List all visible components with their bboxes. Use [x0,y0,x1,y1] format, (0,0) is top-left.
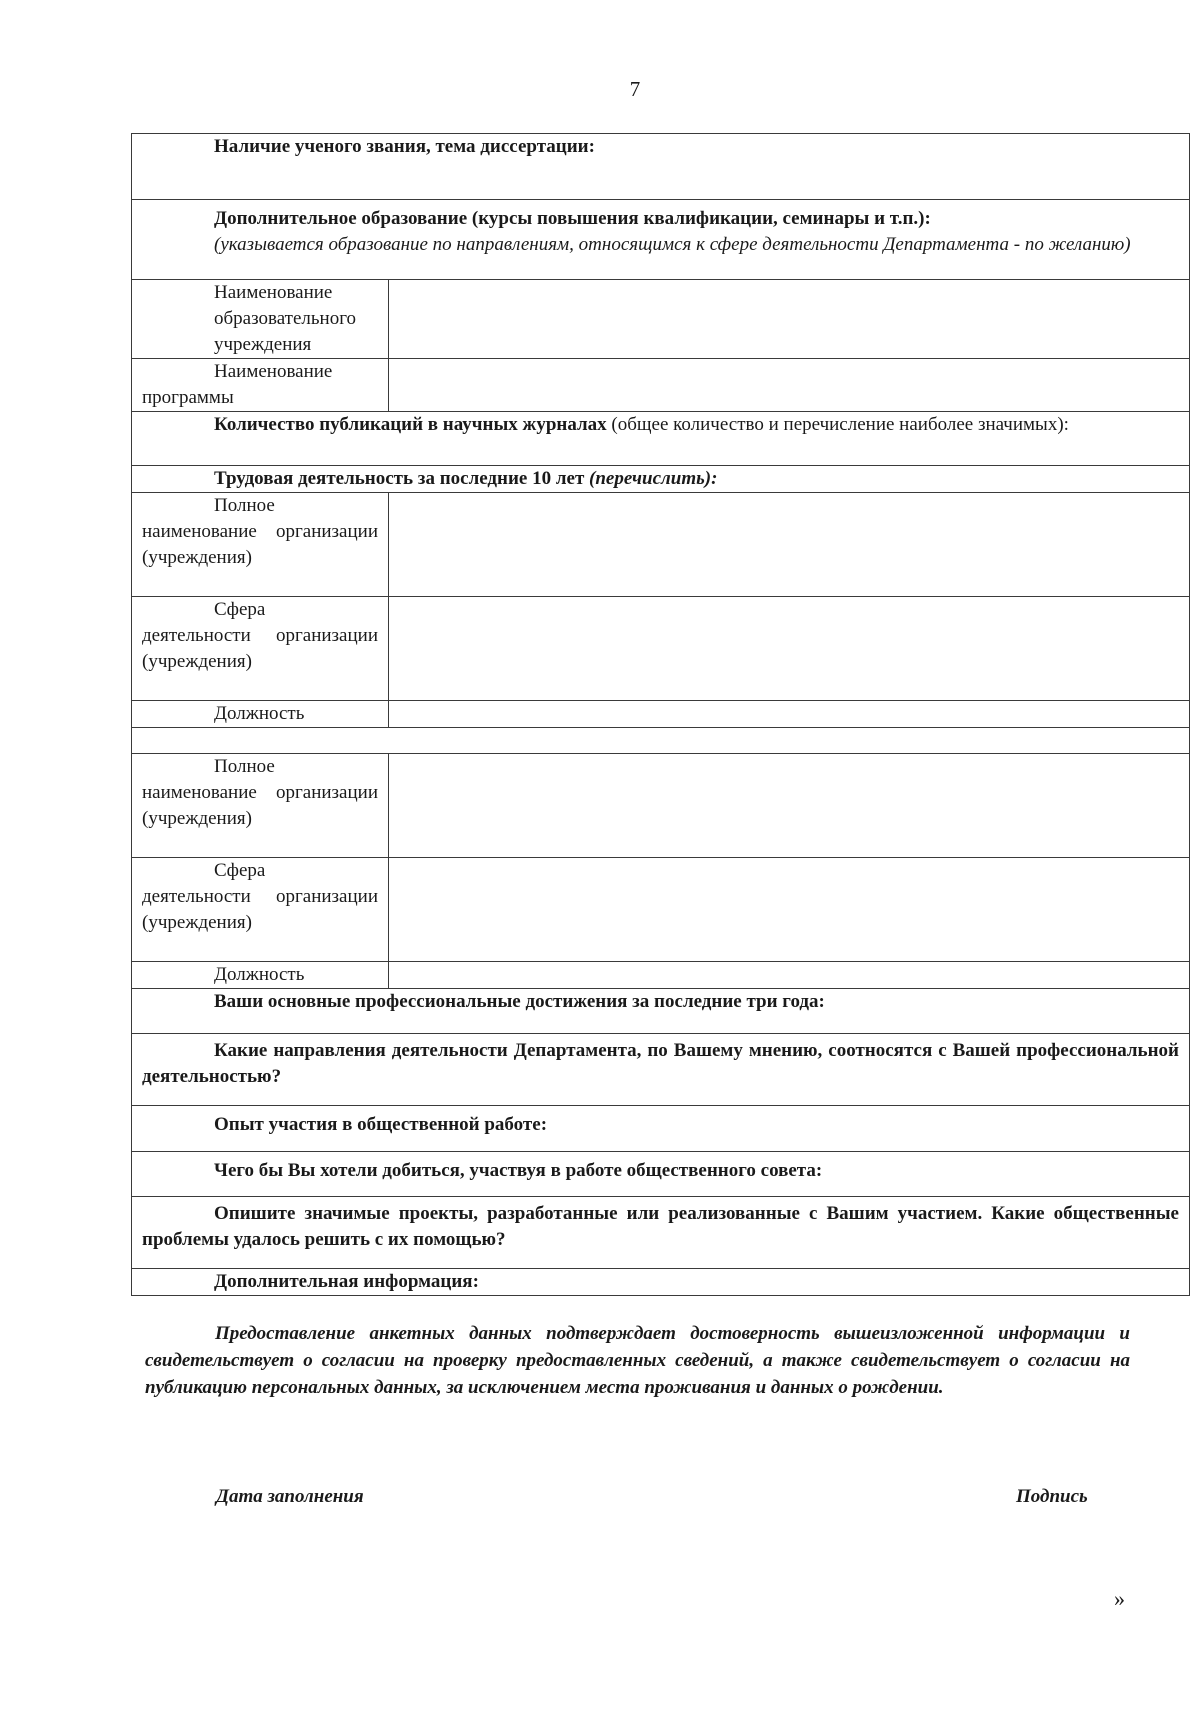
consent-notice: Предоставление анкетных данных подтверждает достоверность вышеизложенной информации и свидетельствует о согласии на проверку предоставленных сведений, а также свидетельствует о согласии на публикацию персональных данных, за исключением места проживания и данных о рождении. [145,1323,1130,1398]
projects-label: Опишите значимые проекты, разработанные или реализованные с Вашим участием. Какие общественные проблемы удалось решить с их помощью? [142,1203,1179,1250]
additional-education-row [132,200,1190,280]
employment-1-position-row [132,701,1190,728]
directions-row[interactable] [132,1034,1190,1106]
additional-education-title: Дополнительное образование (курсы повышения квалификации, семинары и т.п.): [214,208,931,229]
org-sphere-label: Сфера деятельности организации (учреждения) [142,599,378,672]
additional-info-label: Дополнительная информация: [214,1271,479,1292]
employment-2-org-name-row [132,754,1190,858]
publications-note: (общее количество и перечисление наиболее значимых): [611,414,1069,435]
org-name-label: Полное наименование организации (учреждения) [142,495,378,568]
publications-row[interactable] [132,412,1190,466]
signature-label: Подпись [1016,1486,1088,1507]
achievements-row[interactable] [132,989,1190,1034]
employment-row [132,466,1190,493]
org-name-value-field[interactable] [389,754,1190,858]
employment-2-org-sphere-row [132,858,1190,962]
directions-label: Какие направления деятельности Департамента, по Вашему мнению, соотносятся с Вашей профессиональной деятельностью? [142,1040,1179,1087]
questionnaire-table [131,133,1190,1296]
org-name-value-field[interactable] [389,493,1190,597]
employment-separator-row [132,728,1190,754]
org-sphere-value-field[interactable] [389,597,1190,701]
achievements-label: Ваши основные профессиональные достижения за последние три года: [214,991,825,1012]
closing-quote-mark: » [1114,1586,1125,1611]
position-value-field[interactable] [389,701,1190,728]
public-work-label: Опыт участия в общественной работе: [214,1114,548,1135]
employment-1-org-sphere-row [132,597,1190,701]
goals-row[interactable] [132,1152,1190,1197]
additional-info-row[interactable] [132,1269,1190,1296]
position-label: Должность [214,703,305,724]
institution-row [132,280,1190,359]
employment-2-position-row [132,962,1190,989]
org-sphere-label: Сфера деятельности организации (учреждения) [142,860,378,933]
academic-title-label: Наличие ученого звания, тема диссертации: [214,136,595,157]
academic-title-row[interactable] [132,134,1190,200]
publications-title: Количество публикаций в научных журналах [214,414,607,435]
institution-value-field[interactable] [389,280,1190,359]
program-value-field[interactable] [389,359,1190,412]
employment-note: (перечислить): [589,468,718,489]
employment-1-org-name-row [132,493,1190,597]
position-label: Должность [214,964,305,985]
date-label: Дата заполнения [216,1486,364,1507]
institution-label: Наименование образовательного учреждения [214,282,357,355]
page-number: 7 [629,77,641,101]
projects-row[interactable] [132,1197,1190,1269]
additional-education-note: (указывается образование по направлениям, относящимся к сфере деятельности Департамента - по желанию) [214,234,1131,255]
employment-title: Трудовая деятельность за последние 10 лет [214,468,585,489]
position-value-field[interactable] [389,962,1190,989]
org-sphere-value-field[interactable] [389,858,1190,962]
goals-label: Чего бы Вы хотели добиться, участвуя в работе общественного совета: [214,1160,823,1181]
program-row [132,359,1190,412]
org-name-label: Полное наименование организации (учреждения) [142,756,378,829]
public-work-row[interactable] [132,1106,1190,1152]
program-label: Наименование программы [142,361,333,408]
